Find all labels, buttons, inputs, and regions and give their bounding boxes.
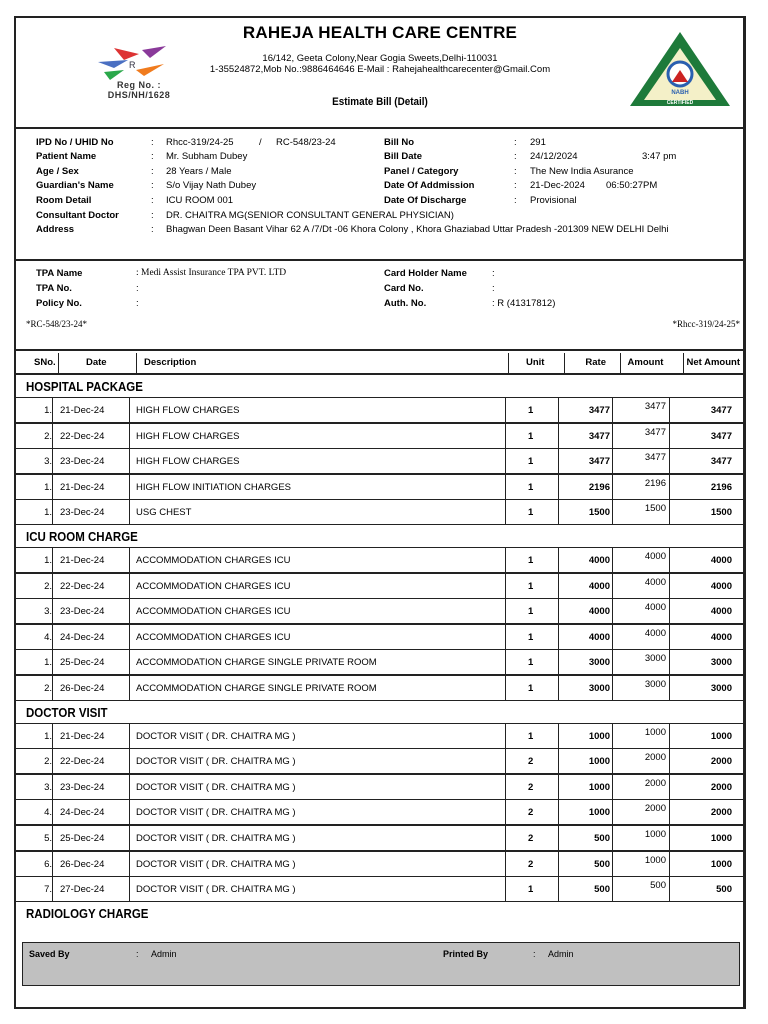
cell-unit: 1 xyxy=(528,884,534,896)
cell-rate: 2196 xyxy=(588,481,610,493)
cell-description: HIGH FLOW CHARGES xyxy=(136,430,240,442)
tpa-name-label: TPA Name xyxy=(36,268,83,279)
cell-rate: 500 xyxy=(594,858,610,870)
cell-amount: 4000 xyxy=(644,602,666,614)
table-row xyxy=(16,474,744,500)
cell-net-amount: 3477 xyxy=(710,430,732,442)
cell-rate: 500 xyxy=(594,884,610,896)
table-row xyxy=(16,675,744,701)
cell-date: 21-Dec-24 xyxy=(60,405,105,416)
col-date: Date xyxy=(86,357,107,368)
cell-amount: 2000 xyxy=(644,752,666,764)
footer-bar: Saved By : Admin Printed By : Admin xyxy=(22,942,740,986)
reg-no: DHS/NH/1628 xyxy=(107,90,171,100)
cell-amount: 500 xyxy=(650,880,666,892)
cell-date: 22-Dec-24 xyxy=(60,580,105,592)
card-holder-label: Card Holder Name xyxy=(384,268,467,279)
cell-date: 26-Dec-24 xyxy=(60,683,105,694)
cell-sno: 6. xyxy=(44,858,52,870)
room-label: Room Detail xyxy=(36,195,92,206)
cell-rate: 3000 xyxy=(588,657,610,669)
cell-sno: 2. xyxy=(44,580,52,592)
bill-no: 291 xyxy=(530,137,546,148)
section-heading: HOSPITAL PACKAGE xyxy=(26,380,143,394)
section-heading: RADIOLOGY CHARGE xyxy=(26,906,149,921)
col-net-amount: Net Amount xyxy=(686,357,740,368)
cell-sno: 4. xyxy=(44,631,52,643)
cell-unit: 1 xyxy=(528,730,534,742)
cell-sno: 5. xyxy=(44,833,52,844)
policy-no-label: Policy No. xyxy=(36,298,82,309)
cell-amount: 2000 xyxy=(644,777,666,789)
cell-net-amount: 1000 xyxy=(710,730,732,742)
cell-unit: 1 xyxy=(528,507,534,519)
address-line-1: 16/142, Geeta Colony,Near Gogia Sweets,Delhi-110031 xyxy=(262,53,498,64)
room-detail: ICU ROOM 001 xyxy=(166,195,234,206)
cell-net-amount: 2000 xyxy=(710,756,732,768)
bill-date: 24/12/2024 xyxy=(530,151,578,162)
cell-rate: 3477 xyxy=(588,430,610,442)
cell-rate: 1000 xyxy=(588,807,610,819)
cell-amount: 4000 xyxy=(644,551,666,562)
nabh-certified: CERTIFIED xyxy=(666,100,694,106)
cell-unit: 1 xyxy=(528,657,534,669)
cell-unit: 2 xyxy=(528,756,534,768)
cell-description: DOCTOR VISIT ( DR. CHAITRA MG ) xyxy=(136,833,296,844)
cell-amount: 2000 xyxy=(644,803,666,815)
cell-net-amount: 4000 xyxy=(710,580,732,592)
table-row xyxy=(16,423,744,449)
cell-net-amount: 4000 xyxy=(710,631,732,643)
cell-sno: 3. xyxy=(44,606,52,618)
cell-rate: 500 xyxy=(594,833,610,844)
cell-rate: 3477 xyxy=(588,405,610,416)
cell-description: ACCOMMODATION CHARGE SINGLE PRIVATE ROOM xyxy=(136,657,377,669)
cell-sno: 4. xyxy=(44,807,52,819)
cell-net-amount: 500 xyxy=(716,884,732,896)
section-heading: ICU ROOM CHARGE xyxy=(26,530,138,544)
address-line-2: 1-35524872,Mob No.:9886464646 E-Mail : Rahejahealthcarecenter@Gmail.Com xyxy=(209,64,551,75)
cell-rate: 3000 xyxy=(588,683,610,694)
cell-rate: 1000 xyxy=(588,756,610,768)
hospital-name: RAHEJA HEALTH CARE CENTRE xyxy=(242,23,518,42)
cell-net-amount: 3477 xyxy=(710,405,732,416)
svg-text:R: R xyxy=(129,60,136,70)
patient-name-label: Patient Name xyxy=(36,151,97,162)
table-row xyxy=(16,799,744,825)
cell-description: HIGH FLOW CHARGES xyxy=(136,405,240,416)
cell-rate: 4000 xyxy=(588,631,610,643)
cell-amount: 1000 xyxy=(644,726,666,738)
cell-sno: 2. xyxy=(44,683,52,694)
table-row xyxy=(16,649,744,675)
card-no-label: Card No. xyxy=(384,283,424,294)
cell-description: DOCTOR VISIT ( DR. CHAITRA MG ) xyxy=(136,807,296,819)
cell-net-amount: 2000 xyxy=(710,807,732,819)
cell-date: 23-Dec-24 xyxy=(60,456,105,468)
cell-date: 27-Dec-24 xyxy=(60,884,105,896)
panel-category: The New India Asurance xyxy=(530,166,634,177)
cell-description: DOCTOR VISIT ( DR. CHAITRA MG ) xyxy=(136,884,296,896)
discharge-date: Provisional xyxy=(530,195,577,206)
cell-amount: 3477 xyxy=(644,426,666,438)
cell-date: 23-Dec-24 xyxy=(60,507,105,519)
cell-date: 24-Dec-24 xyxy=(60,807,105,819)
col-rate: Rate xyxy=(585,357,606,368)
patient-name: Mr. Subham Dubey xyxy=(166,151,248,162)
age-sex: 28 Years / Male xyxy=(166,166,232,177)
reg-no-label: Reg No. : xyxy=(117,80,161,90)
cell-description: USG CHEST xyxy=(136,507,192,519)
guardian-label: Guardian's Name xyxy=(36,180,114,191)
table-row xyxy=(16,448,744,474)
table-row xyxy=(16,774,744,800)
printed-by: Admin xyxy=(548,949,574,959)
consultant-doctor: DR. CHAITRA MG(SENIOR CONSULTANT GENERAL PHYSICIAN) xyxy=(166,210,454,221)
cell-net-amount: 1500 xyxy=(710,507,732,519)
saved-by-label: Saved By xyxy=(29,949,70,959)
uhid-no: RC-548/23-24 xyxy=(276,137,336,148)
cell-net-amount: 1000 xyxy=(710,833,732,844)
guardian-name: S/o Vijay Nath Dubey xyxy=(166,180,257,191)
cell-amount: 4000 xyxy=(644,627,666,639)
cell-date: 21-Dec-24 xyxy=(60,730,105,742)
cell-amount: 3000 xyxy=(644,679,666,690)
patient-details: IPD No / UHID No : Rhcc-319/24-25 / RC-548/23-24 Patient Name : Mr. Subham Dubey Age / Sex : 28 Years / Male Guardian's Name : S/o Vijay Nath Dubey Room Detail : ICU ROOM 001 Consultant Doctor : DR. CHAITRA MG(SENIOR CONSULTANT GENERAL PHYSICIAN) Address : Bhagwan Deen Basant Vihar 62 A /7/Dt -06 Khora Colony , Khora Ghaziabad Uttar Pradesh -201309 NEW DELHI Delhi Bill No : 291 Bill Date : 24/12/2024 3:47 pm Panel / Category : The New India Asurance Date Of Addmission : 21-Dec-2024 06:50:27PM Date Of Discharge : Provisional xyxy=(16,129,744,261)
cell-date: 22-Dec-24 xyxy=(60,430,105,442)
cell-unit: 2 xyxy=(528,833,534,844)
printed-by-label: Printed By xyxy=(443,949,489,959)
cell-sno: 1. xyxy=(44,405,52,416)
bill-subtitle: Estimate Bill (Detail) xyxy=(332,96,428,108)
table-row xyxy=(16,723,744,749)
saved-by: Admin xyxy=(151,949,177,959)
cell-unit: 2 xyxy=(528,807,534,819)
uhid-barcode-text: *RC-548/23-24* xyxy=(26,319,88,329)
cell-unit: 1 xyxy=(528,631,534,643)
nabh-text: NABH xyxy=(671,90,689,96)
table-row xyxy=(16,851,744,877)
address-label: Address xyxy=(36,224,75,235)
cell-description: ACCOMMODATION CHARGES ICU xyxy=(136,580,291,592)
cell-unit: 2 xyxy=(528,781,534,793)
cell-description: DOCTOR VISIT ( DR. CHAITRA MG ) xyxy=(136,781,296,793)
doctor-label: Consultant Doctor xyxy=(36,210,119,221)
table-header xyxy=(16,349,744,375)
col-unit: Unit xyxy=(526,357,545,368)
cell-description: DOCTOR VISIT ( DR. CHAITRA MG ) xyxy=(136,756,296,768)
table-row xyxy=(16,499,744,525)
cell-unit: 1 xyxy=(528,405,534,416)
cell-description: ACCOMMODATION CHARGES ICU xyxy=(136,555,291,566)
cell-unit: 1 xyxy=(528,555,534,566)
cell-net-amount: 4000 xyxy=(710,555,732,566)
ipd-label: IPD No / UHID No xyxy=(36,137,114,148)
cell-amount: 1500 xyxy=(644,503,666,515)
cell-description: HIGH FLOW INITIATION CHARGES xyxy=(136,481,291,493)
cell-sno: 1. xyxy=(44,481,52,493)
cell-date: 26-Dec-24 xyxy=(60,858,105,870)
cell-amount: 3477 xyxy=(644,452,666,464)
cell-sno: 1. xyxy=(44,730,52,742)
table-row xyxy=(16,598,744,624)
cell-unit: 1 xyxy=(528,430,534,442)
cell-net-amount: 3000 xyxy=(710,657,732,669)
cell-amount: 3000 xyxy=(644,653,666,665)
cell-sno: 1. xyxy=(44,555,52,566)
ipd-no: Rhcc-319/24-25 xyxy=(166,137,234,148)
separator: / xyxy=(259,137,262,148)
cell-rate: 1500 xyxy=(588,507,610,519)
tpa-details: TPA Name : Medi Assist Insurance TPA PVT. LTD TPA No. : Policy No. : Card Holder Name : Card No. : Auth. No. : R (41317812) *RC-548/23-24* *Rhcc-319/24-25* xyxy=(26,268,740,329)
table-row xyxy=(16,748,744,774)
cell-unit: 1 xyxy=(528,456,534,468)
table-row xyxy=(16,624,744,650)
cell-date: 21-Dec-24 xyxy=(60,481,105,493)
table-row xyxy=(16,825,744,851)
col-description: Description xyxy=(144,357,197,368)
cell-net-amount: 3000 xyxy=(710,683,732,694)
cell-sno: 1. xyxy=(44,657,52,669)
cell-amount: 2196 xyxy=(644,477,666,489)
cell-description: DOCTOR VISIT ( DR. CHAITRA MG ) xyxy=(136,730,296,742)
cell-unit: 1 xyxy=(528,580,534,592)
cell-description: ACCOMMODATION CHARGE SINGLE PRIVATE ROOM xyxy=(136,683,377,694)
admission-date: 21-Dec-2024 xyxy=(530,180,585,191)
cell-description: ACCOMMODATION CHARGES ICU xyxy=(136,631,291,643)
cell-unit: 1 xyxy=(528,606,534,618)
col-amount: Amount xyxy=(627,357,664,368)
cell-net-amount: 4000 xyxy=(710,606,732,618)
cell-net-amount: 2000 xyxy=(710,781,732,793)
patient-address: Bhagwan Deen Basant Vihar 62 A /7/Dt -06 Khora Colony , Khora Ghaziabad Uttar Pradesh -201309 NEW DELHI Delhi xyxy=(166,224,669,235)
cell-description: ACCOMMODATION CHARGES ICU xyxy=(136,606,291,618)
tpa-no-label: TPA No. xyxy=(36,283,72,294)
bill-header xyxy=(16,18,744,129)
tpa-name: : Medi Assist Insurance TPA PVT. LTD xyxy=(136,268,287,278)
cell-amount: 1000 xyxy=(644,854,666,866)
cell-net-amount: 1000 xyxy=(710,858,732,870)
discharge-label: Date Of Discharge xyxy=(384,195,467,206)
cell-sno: 3. xyxy=(44,781,52,793)
cell-date: 22-Dec-24 xyxy=(60,756,105,768)
section-heading: DOCTOR VISIT xyxy=(26,705,108,720)
table-row xyxy=(16,547,744,573)
cell-sno: 7. xyxy=(44,884,52,896)
col-sno: SNo. xyxy=(34,357,56,368)
cell-date: 25-Dec-24 xyxy=(60,657,105,669)
ipd-barcode-text: *Rhcc-319/24-25* xyxy=(672,319,740,329)
table-row xyxy=(16,397,744,423)
cell-date: 21-Dec-24 xyxy=(60,555,105,566)
cell-amount: 1000 xyxy=(644,829,666,840)
cell-net-amount: 3477 xyxy=(710,456,732,468)
auth-no-label: Auth. No. xyxy=(384,298,427,309)
cell-unit: 2 xyxy=(528,858,534,870)
cell-sno: 2. xyxy=(44,756,52,768)
cell-sno: 3. xyxy=(44,456,52,468)
panel-label: Panel / Category xyxy=(384,166,459,177)
cell-rate: 4000 xyxy=(588,606,610,618)
cell-rate: 4000 xyxy=(588,555,610,566)
cell-rate: 4000 xyxy=(588,580,610,592)
cell-description: DOCTOR VISIT ( DR. CHAITRA MG ) xyxy=(136,858,296,870)
table-row xyxy=(16,573,744,599)
estimate-bill xyxy=(14,16,746,1009)
cell-description: HIGH FLOW CHARGES xyxy=(136,456,240,468)
cell-sno: 2. xyxy=(44,430,52,442)
bill-no-label: Bill No xyxy=(384,137,415,148)
cell-date: 23-Dec-24 xyxy=(60,781,105,793)
cell-rate: 3477 xyxy=(588,456,610,468)
cell-sno: 1. xyxy=(44,507,52,519)
cell-rate: 1000 xyxy=(588,730,610,742)
nabh-certified-badge xyxy=(628,30,732,110)
cell-unit: 1 xyxy=(528,683,534,694)
cell-amount: 4000 xyxy=(644,576,666,588)
cell-date: 24-Dec-24 xyxy=(60,631,105,643)
table-row xyxy=(16,876,744,902)
cell-date: 23-Dec-24 xyxy=(60,606,105,618)
admission-time: 06:50:27PM xyxy=(606,180,658,191)
cell-rate: 1000 xyxy=(588,781,610,793)
bill-time: 3:47 pm xyxy=(642,151,677,162)
bill-date-label: Bill Date xyxy=(384,151,423,162)
cell-unit: 1 xyxy=(528,481,534,493)
admission-label: Date Of Addmission xyxy=(384,180,475,191)
auth-no: : R (41317812) xyxy=(492,298,556,309)
cell-net-amount: 2196 xyxy=(710,481,732,493)
cell-date: 25-Dec-24 xyxy=(60,833,105,844)
cell-amount: 3477 xyxy=(644,401,666,412)
age-sex-label: Age / Sex xyxy=(36,166,79,177)
